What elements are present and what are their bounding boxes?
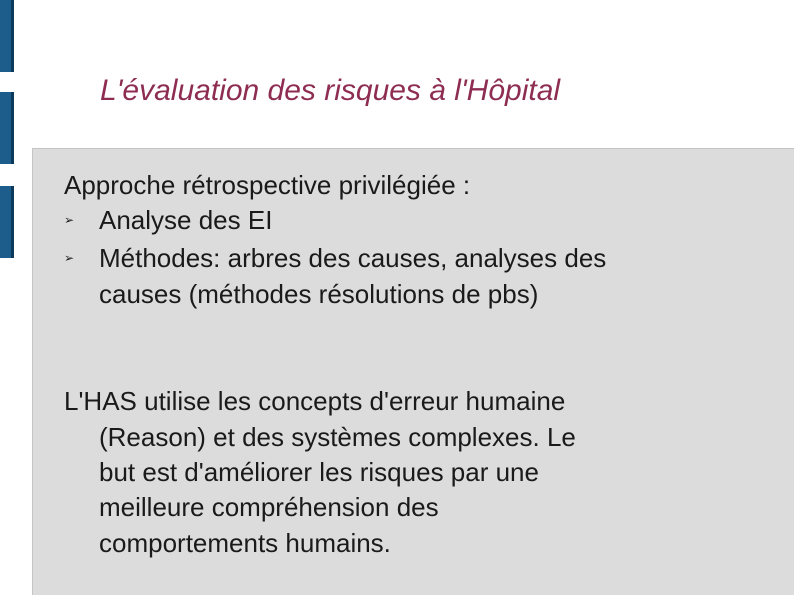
paragraph-line: comportements humains. <box>99 528 391 558</box>
paragraph-line: but est d'améliorer les risques par une <box>99 457 539 487</box>
paragraph-line: L'HAS utilise les concepts d'erreur humaine <box>64 386 566 416</box>
arrow-bullet-icon: ➢ <box>64 213 75 227</box>
paragraph-line: (Reason) et des systèmes complexes. Le <box>99 422 576 452</box>
paragraph-line: meilleure compréhension des <box>99 492 439 522</box>
bullet-item-continuation: causes (méthodes résolutions de pbs) <box>99 279 539 309</box>
bullet-item: Méthodes: arbres des causes, analyses des <box>99 243 607 273</box>
side-accent-bar <box>0 186 14 258</box>
side-accent-bar <box>0 0 14 72</box>
bullet-item: Analyse des EI <box>99 205 273 235</box>
side-accent-bar <box>0 92 14 164</box>
slide-title: L'évaluation des risques à l'Hôpital <box>100 74 561 107</box>
intro-text: Approche rétrospective privilégiée : <box>64 170 471 200</box>
arrow-bullet-icon: ➢ <box>64 251 75 265</box>
